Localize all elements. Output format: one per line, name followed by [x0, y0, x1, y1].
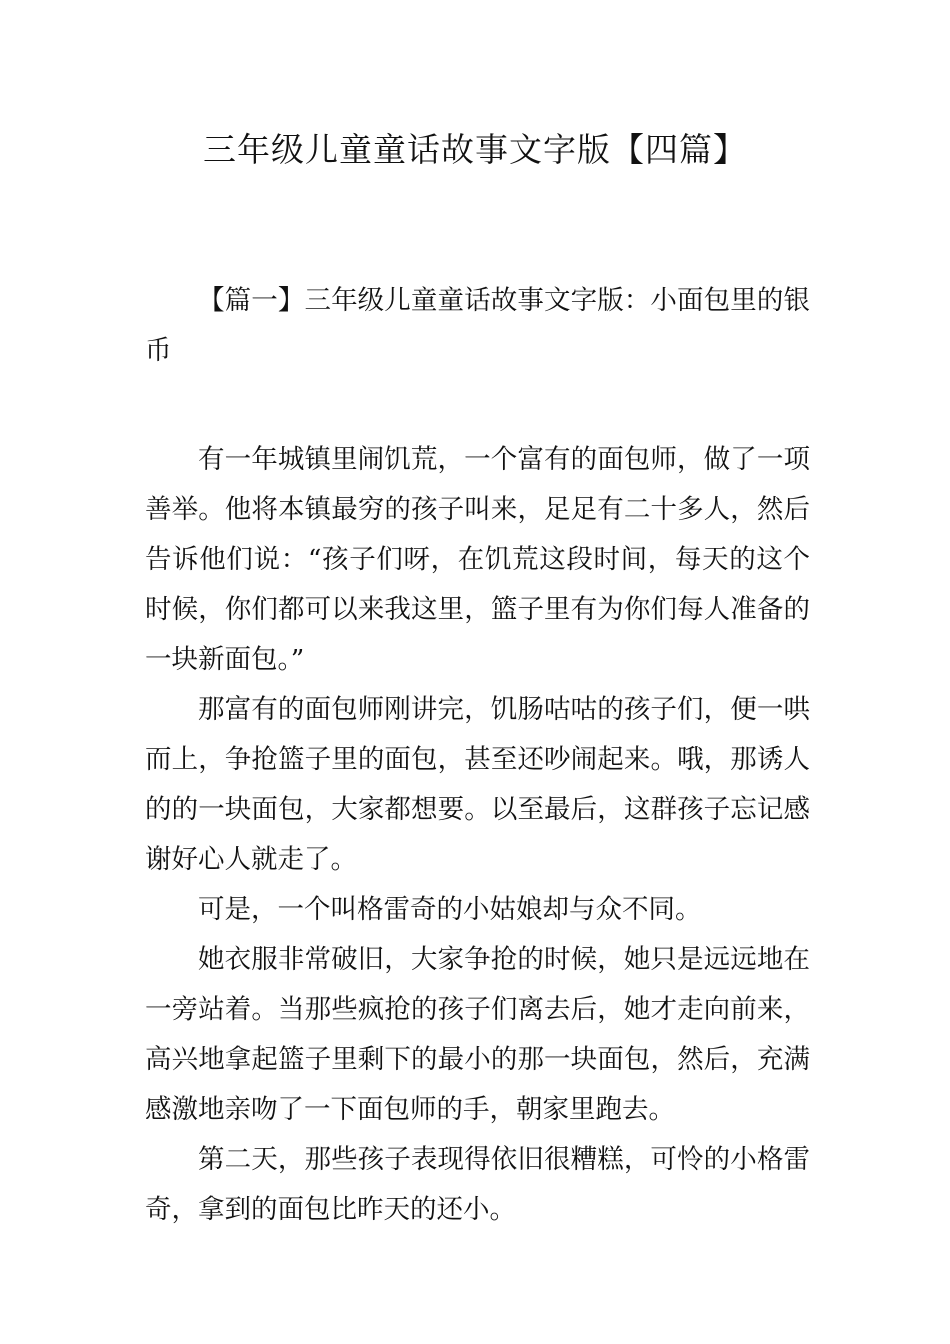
paragraph: 那富有的面包师刚讲完，饥肠咕咕的孩子们，便一哄而上，争抢篮子里的面包，甚至还吵闹起来。哦，那诱人的的一块面包，大家都想要。以至最后，这群孩子忘记感谢好心人就走了。	[145, 694, 810, 875]
paragraph: 她衣服非常破旧，大家争抢的时候，她只是远远地在一旁站着。当那些疯抢的孩子们离去后，她才走向前来，高兴地拿起篮子里剩下的最小的那一块面包，然后，充满感激地亲吻了一下面包师的手，朝家里跑去。	[145, 944, 810, 1125]
paragraph: 有一年城镇里闹饥荒，一个富有的面包师，做了一项善举。他将本镇最穷的孩子叫来，足足有二十多人，然后告诉他们说：“孩子们呀，在饥荒这段时间，每天的这个时候，你们都可以来我这里，篮子里有为你们每人准备的一块新面包。”	[145, 444, 810, 675]
document-title: 三年级儿童童话故事文字版【四篇】	[203, 130, 747, 169]
document-body	[145, 276, 810, 1235]
paragraph: 可是，一个叫格雷奇的小姑娘却与众不同。	[198, 894, 702, 925]
section-heading: 【篇一】三年级儿童童话故事文字版：小面包里的银币	[145, 285, 810, 366]
paragraph: 第二天，那些孩子表现得依旧很糟糕，可怜的小格雷奇，拿到的面包比昨天的还小。	[145, 1144, 810, 1225]
